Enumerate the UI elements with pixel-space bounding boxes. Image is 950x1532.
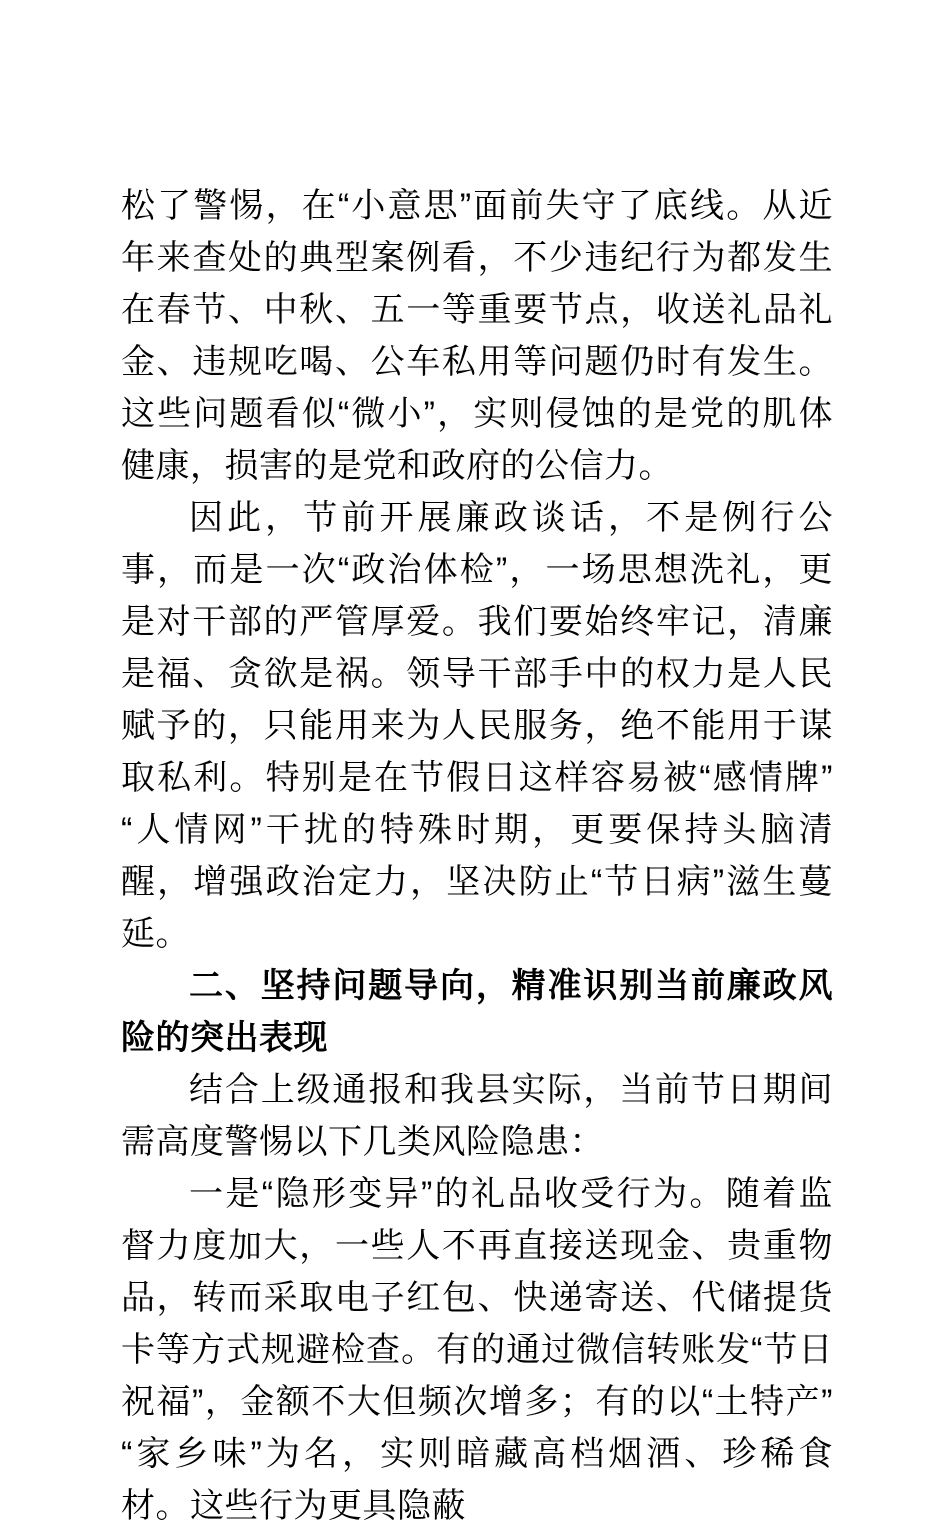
paragraph-risk-one: 一是“隐形变异”的礼品收受行为。随着监督力度加大，一些人不再直接送现金、贵重物品，转而采取电子红包、快递寄送、代储提货卡等方式规避检查。有的通过微信转账发“节日祝福”，金额不大但频次增多；有的以“土特产”“家乡味”为名，实则暗藏高档烟酒、珍稀食材。这些行为更具隐蔽 <box>121 1175 833 1525</box>
section-two-heading: 二、坚持问题导向，精准识别当前廉政风险的突出表现 <box>121 967 833 1057</box>
paragraph-risk-intro: 结合上级通报和我县实际，当前节日期间需高度警惕以下几类风险隐患： <box>121 1071 833 1161</box>
paragraph-why-talks: 因此，节前开展廉政谈话，不是例行公事，而是一次“政治体检”，一场思想洗礼，更是对干部的严管厚爱。我们要始终牢记，清廉是福、贪欲是祸。领导干部手中的权力是人民赋予的，只能用来为人民服务，绝不能用于谋取私利。特别是在节假日这样容易被“感情牌”“人情网”干扰的特殊时期，更要保持头脑清醒，增强政治定力，坚决防止“节日病”滋生蔓延。 <box>121 499 833 953</box>
paragraph-continuation: 松了警惕，在“小意思”面前失守了底线。从近年来查处的典型案例看，不少违纪行为都发生在春节、中秋、五一等重要节点，收送礼品礼金、违规吃喝、公车私用等问题仍时有发生。这些问题看似“微小”，实则侵蚀的是党的肌体健康，损害的是党和政府的公信力。 <box>121 187 833 485</box>
